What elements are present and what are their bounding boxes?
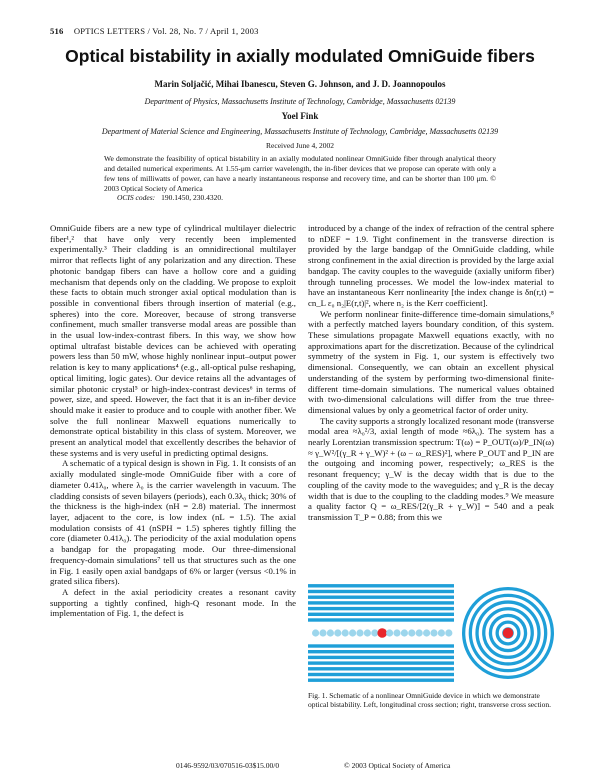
journal-citation: OPTICS LETTERS / Vol. 28, No. 7 / April 1, 2003 <box>73 26 259 36</box>
core-sphere <box>408 629 415 636</box>
cladding-layer <box>308 584 454 587</box>
cladding-layer <box>308 656 454 659</box>
cladding-layer <box>308 618 454 621</box>
affiliation-materials: Department of Material Science and Engineering, Massachusetts Institute of Technology, Cambridge, Massachusetts 02139 <box>101 127 499 136</box>
core-sphere <box>327 629 334 636</box>
received-date: Received June 4, 2002 <box>266 141 334 150</box>
running-header <box>50 26 259 36</box>
cladding-layer <box>308 596 454 599</box>
paragraph: A defect in the axial periodicity creates a resonant cavity supporting a tightly confined, high-Q resonant mode. In the implementation of Fig. 1, the defect is <box>50 586 296 619</box>
paragraph: A schematic of a typical design is shown in Fig. 1. It consists of an axially modulated single-mode OmniGuide fiber with a core of diameter 0.41λ₀, where λ₀ is the carrier wavelength in vacuum. The cladding consists of seven bilayers (periods), each 0.3λ₀ thick; 30% of the thickness is the high-index (nH = 2.8) material. The innermost layer, adjacent to the core, is low index (nL = 1.5). The axial modulation consists of 41 (nSPH = 1.5) spheres tightly filling the core (diameter 0.41λ₀). The periodicity of the axial modulation opens a bandgap for the propagating mode. Our three-dimensional frequency-domain simulations⁷ tell us that structures such as the one in Fig. 1 easily open axial bandgaps of 6% or larger (versus <0.1% in grated silica fibers). <box>50 458 296 587</box>
core-sphere <box>334 629 341 636</box>
paragraph: The cavity supports a strongly localized resonant mode (transverse modal area ≈λ₀²/3, axial length of mode ≈6λ₀). The system has a nearly Lorentzian transmission spectrum: T(ω) = P_OUT(ω)/P_IN(ω) ≈ γ_W²/[(γ_R + γ_W)² + (ω − ω_RES)²], where P_OUT and P_IN are the outgoing and incoming power, respectively; ω_RES is the resonant frequency; γ_W is the decay width that is due to the coupling of the cavity mode to the waveguides; and γ_R is the decay width that is due to the coupling to the cladding modes.⁹ We measure a quality factor Q = ω_RES/[2(γ_R + γ_W)] = 540 and a peak transmission T_P = 0.88; from this we <box>308 415 554 522</box>
core-sphere <box>319 629 326 636</box>
abstract: We demonstrate the feasibility of optical bistability in an axially modulated nonlinear OmniGuide fiber through analytical theory and detailed numerical experiments. At 1.55-μm carrier wavelength, the in-fiber devices that we propose can operate with only a few tens of milliwatts of power, can have a nearly instantaneous response and recovery time, and can be shorter than 100 μm. © 2003 Optical Society of America <box>104 154 496 193</box>
core-sphere <box>364 629 371 636</box>
cladding-layer <box>308 601 454 604</box>
cladding-layer <box>308 644 454 647</box>
cladding-layer <box>308 650 454 653</box>
paragraph: We perform nonlinear finite-difference time-domain simulations,⁸ with a perfectly matched layers boundary condition, of this system. These simulations propagate Maxwell equations exactly, with no approximations apart for the discretization. Because of the cylindrical symmetry of the system in Fig. 1, our system is effectively two dimensional. Consequently, we can obtain an excellent physical understanding of the system by performing two-dimensional finite-different time-domain simulations. The numerical values obtained with two-dimensional calculations will differ from the true three-dimensional values by only a geometrical factor of order unity. <box>308 308 554 415</box>
right-column <box>308 223 554 523</box>
paragraph: OmniGuide fibers are a new type of cylindrical multilayer dielectric fiber¹,² that have only very recently been implemented experimentally.³ Their cladding is an omnidirectional multilayer mirror that reflects light of any polarization and any direction. These photonic bandgap fibers can have a hollow core and a guiding mechanism that depends only on the cladding. We propose to exploit these facts to obtain much stronger axial optical modulation than is possible in conventional fibers through insertion of material (e.g., spheres) into the core. Moreover, because of strong transverse confinement, much smaller transverse modal areas are possible than in the usual low-index-contrast fibers. In this way, we show how optimal ultrafast bistable devices can be achieved with operating powers less than 50 mW, whose highly nonlinear input–output power relation is key to many applications⁴ (e.g., all-optical pulse reshaping, optical limiting, logic gates). Our device retains all the advantages of similar photonic crystal⁵ or high-index-contrast devices⁶ in terms of power, size, and speed. However, the fact that it is an in-fiber device should make it easier to produce and to couple with another fiber. We solve the full nonlinear Maxwell equations numerically to demonstrate optical bistability in this class of system. Moreover, we present an analytical model that excellently describes the behavior of these systems and is very useful in predicting optimal designs. <box>50 223 296 458</box>
ocis-label: OCIS codes: <box>117 193 156 202</box>
core-sphere <box>356 629 363 636</box>
ocis-codes <box>117 193 223 202</box>
core-sphere <box>349 629 356 636</box>
footer-copyright: © 2003 Optical Society of America <box>344 761 451 770</box>
cladding-layer <box>308 607 454 610</box>
figure-1 <box>308 582 556 684</box>
core-sphere <box>371 629 378 636</box>
defect-sphere-transverse <box>503 628 513 638</box>
cladding-layer <box>308 673 454 676</box>
longitudinal-cross-section <box>308 582 454 684</box>
left-column <box>50 223 296 619</box>
affiliation-physics: Department of Physics, Massachusetts Institute of Technology, Cambridge, Massachusetts 02139 <box>144 97 456 106</box>
cladding-layer <box>308 590 454 593</box>
cladding-layer <box>308 667 454 670</box>
cladding-layer <box>308 613 454 616</box>
core-sphere <box>342 629 349 636</box>
defect-sphere <box>377 628 387 638</box>
core-sphere <box>423 629 430 636</box>
cladding-layer <box>308 661 454 664</box>
author-list-2: Yoel Fink <box>281 111 319 121</box>
core-sphere <box>430 629 437 636</box>
core-sphere <box>312 629 319 636</box>
issn-code: 0146-9592/03/070516-03$15.00/0 <box>176 761 280 770</box>
figure-caption: Fig. 1. Schematic of a nonlinear OmniGuide device in which we demonstrate optical bistability. Left, longitudinal cross section; right, transverse cross section. <box>308 691 552 710</box>
cladding-layer <box>308 679 454 682</box>
page-number: 516 <box>50 26 64 36</box>
core-sphere <box>401 629 408 636</box>
paper-title: Optical bistability in axially modulated OmniGuide fibers <box>65 46 535 66</box>
ocis-values: 190.1450, 230.4320. <box>161 193 223 202</box>
core-sphere <box>393 629 400 636</box>
author-list: Marin Soljačić, Mihai Ibanescu, Steven G. Johnson, and J. D. Joannopoulos <box>154 79 446 89</box>
transverse-cross-section <box>460 582 556 684</box>
core-sphere <box>445 629 452 636</box>
core-sphere <box>416 629 423 636</box>
core-sphere <box>386 629 393 636</box>
paragraph: introduced by a change of the index of refraction of the central sphere to nDEF = 1.9. Tight confinement in the transverse direction is provided by the large bandgap of the OmniGuide cladding, while strong confinement in the axial direction is provided by the large axial bandgap. The cavity couples to the waveguide (axially uniform fiber) through tunneling processes. We model the low-index material to have an instantaneous Kerr nonlinearity [the index change is δn(r,t) = cn_L ε₀ n₂|E(r,t)|², where n₂ is the Kerr coefficient]. <box>308 223 554 308</box>
core-sphere <box>438 629 445 636</box>
